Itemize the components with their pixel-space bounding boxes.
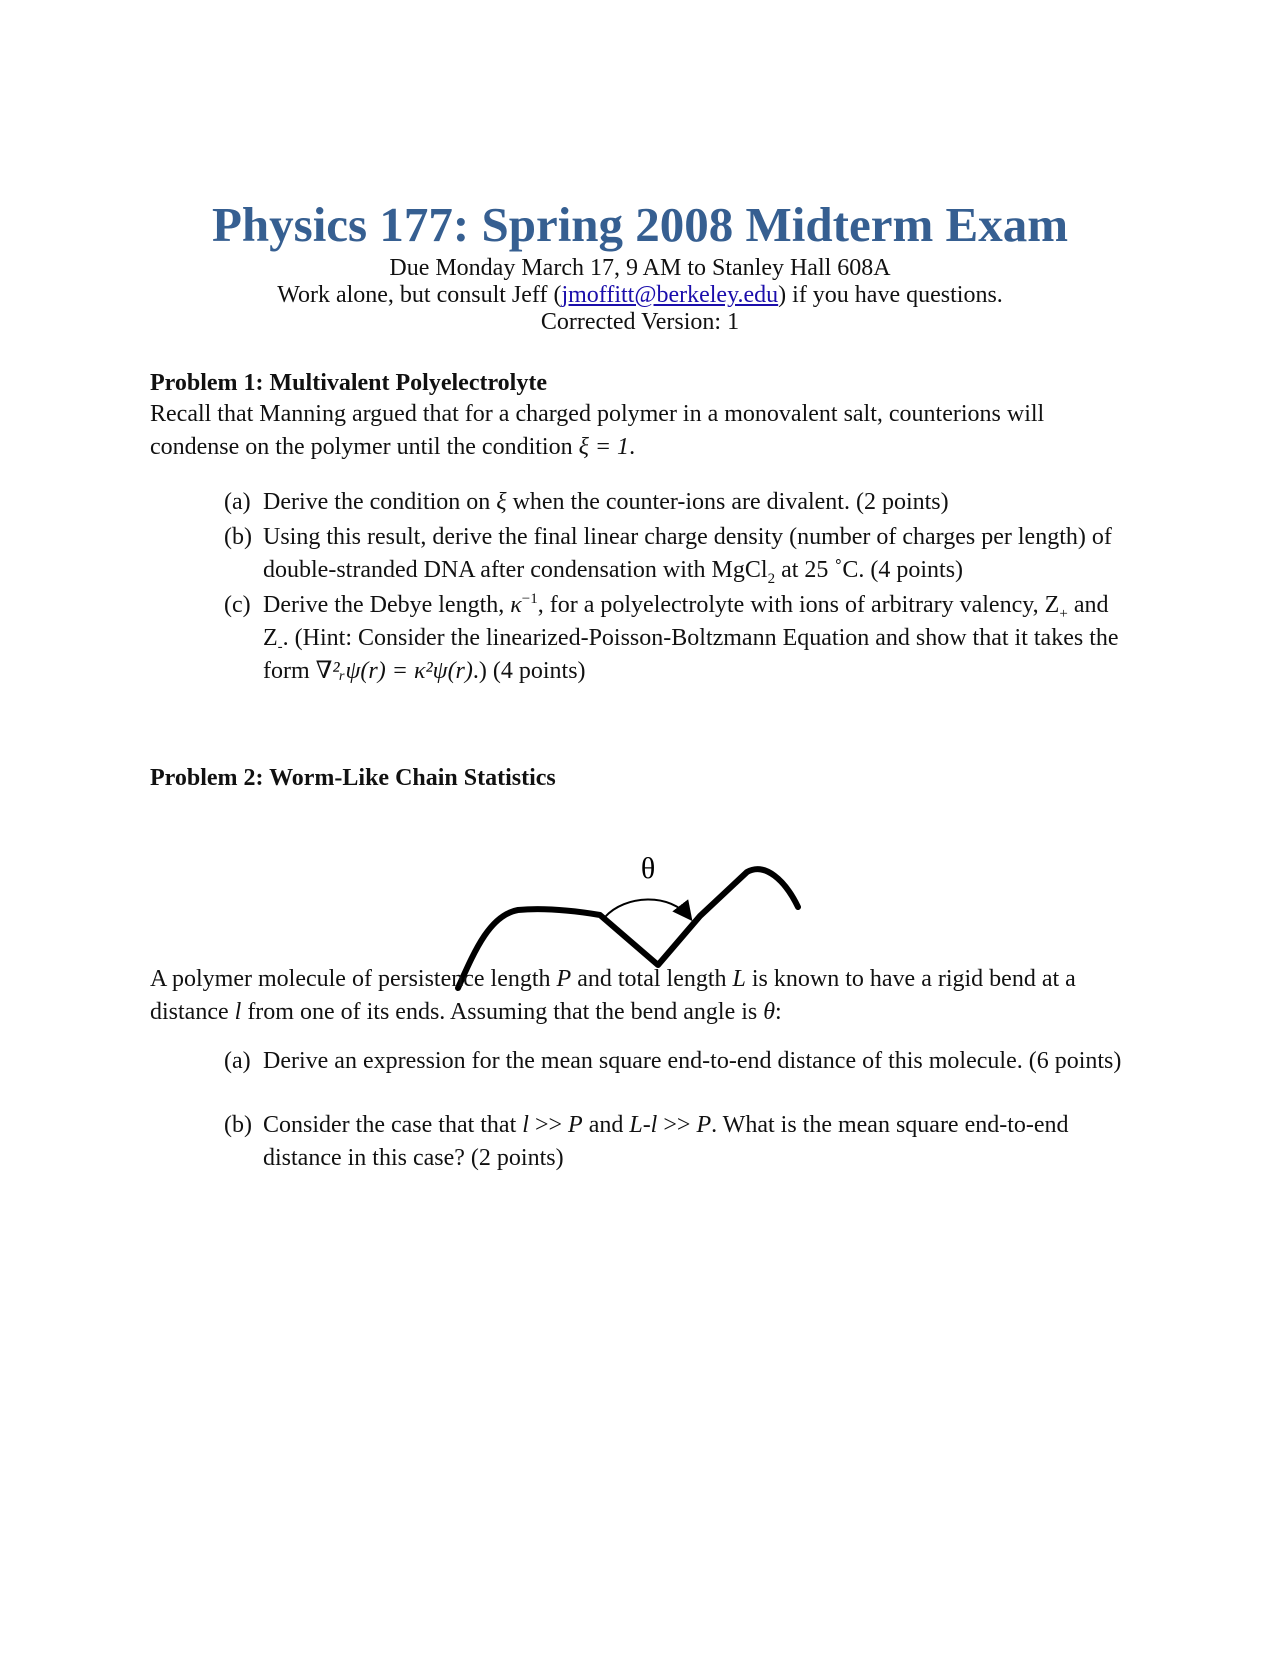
contact-line xyxy=(0,282,1280,309)
item-text-part: and Z xyxy=(263,592,1109,651)
item-text-part: when the counter-ions are divalent. (2 points) xyxy=(506,489,949,515)
item-label: (c) xyxy=(224,592,251,618)
item-text xyxy=(263,589,1124,688)
var-l: l xyxy=(522,1112,529,1138)
problem2-intro xyxy=(150,963,1130,1029)
var-P: P xyxy=(696,1112,712,1138)
intro-text: is known to have a rigid bend at a distance xyxy=(150,966,1076,1025)
item-text-part: >> xyxy=(657,1112,697,1138)
problem2-item-a xyxy=(224,1045,1124,1078)
problem1-item-c xyxy=(224,589,1124,688)
item-text: Derive an expression for the mean square end-to-end distance of this molecule. (6 points) xyxy=(263,1048,1122,1074)
item-label: (a) xyxy=(224,489,251,515)
item-text-part: Derive the Debye length, xyxy=(263,592,511,618)
theta-label: θ xyxy=(640,852,656,885)
subscript: + xyxy=(1059,605,1068,622)
var-L: L xyxy=(732,966,746,992)
due-line: Due Monday March 17, 9 AM to Stanley Hall 608A xyxy=(389,255,891,281)
item-label: (a) xyxy=(224,1048,251,1074)
version-line: Corrected Version: 1 xyxy=(540,309,740,335)
item-label: (b) xyxy=(224,1112,252,1138)
var-theta: θ xyxy=(763,999,776,1025)
kappa-symbol: κ xyxy=(510,592,522,618)
item-text-part: Consider the case that that xyxy=(263,1112,523,1138)
var-L-minus-l: L-l xyxy=(629,1112,658,1138)
item-label: (b) xyxy=(224,524,252,550)
problem2-item-b xyxy=(224,1109,1124,1175)
xi-condition: ξ = 1 xyxy=(578,434,630,460)
item-text xyxy=(263,1109,1124,1175)
contact-suffix: ) if you have questions. xyxy=(778,282,1003,308)
superscript: −1 xyxy=(521,591,538,607)
var-P: P xyxy=(556,966,572,992)
item-text-part: , for a polyelectrolyte with ions of arbitrary valency, Z xyxy=(537,592,1060,618)
page-title: Physics 177: Spring 2008 Midterm Exam xyxy=(211,197,1069,252)
problem1-item-b xyxy=(224,521,1124,587)
item-text-part: Derive the condition on xyxy=(263,489,497,515)
problem2-heading: Problem 2: Worm-Like Chain Statistics xyxy=(150,765,556,791)
subscript: 2 xyxy=(767,570,776,587)
intro-period: . xyxy=(629,434,636,460)
item-text-part: . (Hint: Consider the linearized-Poisson-Boltzmann Equation and show that it takes the form xyxy=(263,625,1119,684)
problem1-heading: Problem 1: Multivalent Polyelectrolyte xyxy=(150,370,547,396)
email-link[interactable]: jmoffitt@berkeley.edu xyxy=(561,282,779,308)
item-text-part: at 25 ˚C. (4 points) xyxy=(775,557,964,583)
item-text xyxy=(263,521,1124,587)
var-P: P xyxy=(568,1112,583,1138)
intro-text: Recall that Manning argued that for a charged polymer in a monovalent salt, counterions will condense on the polymer until the condition xyxy=(150,401,1045,460)
var-l: l xyxy=(234,999,242,1025)
item-text-part: . What is the mean square end-to-end distance in this case? (2 points) xyxy=(263,1112,1069,1171)
item-text-part: Using this result, derive the final linear charge density (number of charges per length) of double-stranded DNA after condensation with MgCl xyxy=(263,524,1112,583)
contact-prefix: Work alone, but consult Jeff ( xyxy=(277,282,562,308)
pb-equation: ∇²ᵣψ(r) = κ²ψ(r) xyxy=(315,658,473,684)
intro-text: : xyxy=(775,999,782,1025)
angle-arc xyxy=(605,899,690,918)
item-text-part: .) (4 points) xyxy=(472,658,586,684)
problem1-intro xyxy=(150,398,1130,464)
xi-symbol: ξ xyxy=(496,489,507,515)
intro-text: from one of its ends. Assuming that the bend angle is xyxy=(241,999,764,1025)
intro-text: and total length xyxy=(571,966,733,992)
item-text xyxy=(263,486,1124,519)
item-text-part: and xyxy=(582,1112,630,1138)
intro-text: A polymer molecule of persistence length xyxy=(150,966,557,992)
subscript: - xyxy=(277,638,283,655)
problem1-item-a xyxy=(224,486,1124,519)
item-text-part: >> xyxy=(528,1112,569,1138)
